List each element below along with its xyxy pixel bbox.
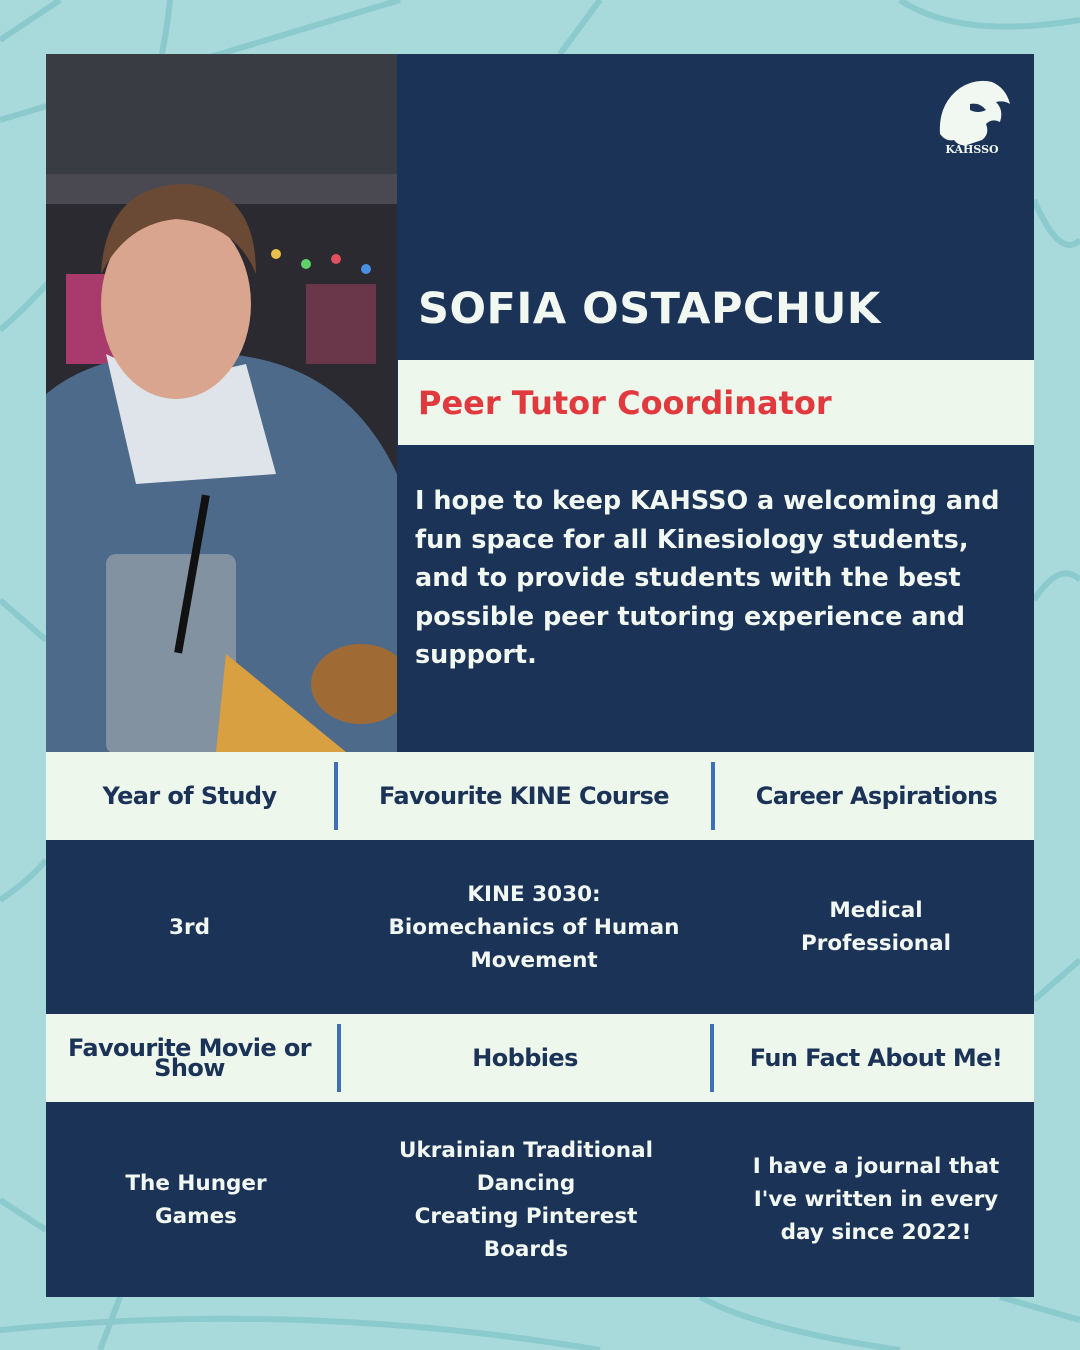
lion-head-icon: [930, 74, 1014, 156]
table2-header-row: [46, 1014, 1034, 1102]
value-favourite-course: KINE 3030: Biomechanics of Human Movement: [388, 881, 680, 973]
value-hobbies: Ukrainian Traditional Dancing Creating Pinterest Boards: [399, 1137, 653, 1262]
role-title: Peer Tutor Coordinator: [418, 384, 832, 422]
value-career-aspirations: Medical Professional: [801, 898, 951, 956]
header-fun-fact: Fun Fact About Me!: [749, 1044, 1003, 1072]
logo-text: KAHSSO: [945, 143, 999, 156]
header-year-of-study: Year of Study: [102, 782, 277, 810]
profile-photo: [46, 54, 397, 752]
value-favourite-movie: The Hunger Games: [125, 1170, 267, 1229]
person-name: SOFIA OSTAPCHUK: [418, 284, 881, 334]
header-hobbies: Hobbies: [472, 1044, 578, 1072]
table1-value-row: [46, 840, 1034, 1014]
table1-header-row: [46, 752, 1034, 840]
value-year-of-study: 3rd: [169, 914, 210, 940]
role-banner: [398, 360, 1034, 445]
profile-card: [46, 54, 1034, 1297]
bio-text: I hope to keep KAHSSO a welcoming and fun space for all Kinesiology students, and to provide students with the best possible peer tutoring experience and support.: [415, 486, 1000, 670]
header-career-aspirations: Career Aspirations: [755, 782, 998, 810]
header-favourite-course: Favourite KINE Course: [379, 782, 669, 810]
header-favourite-movie: Favourite Movie or Show: [68, 1034, 311, 1082]
value-fun-fact: I have a journal that I've written in every day since 2022!: [752, 1154, 1000, 1245]
table2-value-row: [46, 1102, 1034, 1297]
